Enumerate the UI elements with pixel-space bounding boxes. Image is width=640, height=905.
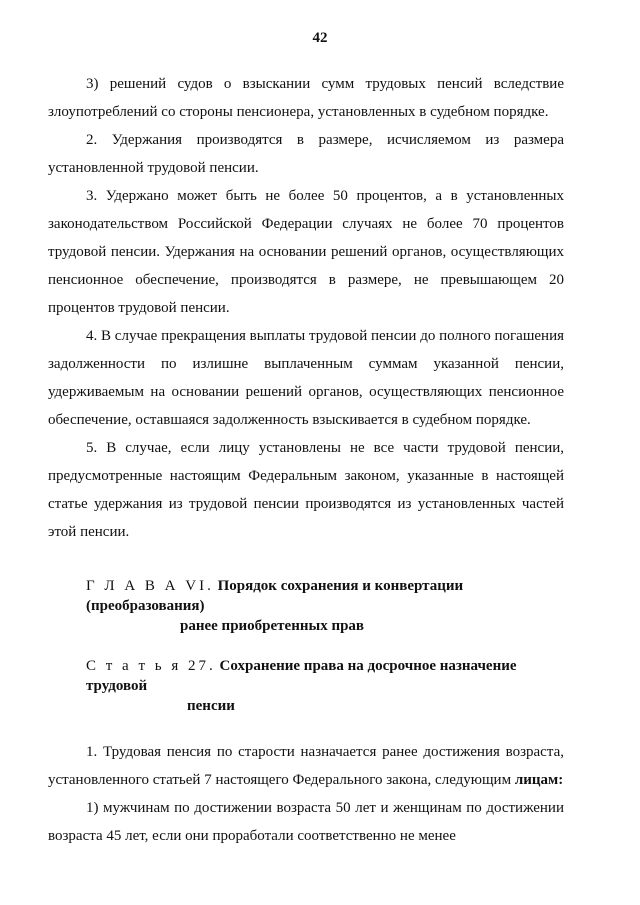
article-title-line1: Сохранение права на досрочное назначение трудовой [86, 658, 517, 694]
chapter-title-line2: ранее приобретенных прав [180, 618, 365, 634]
article-title-line2: пенсии [187, 698, 235, 714]
paragraph-men-women-age: 1) мужчинам по достижении возраста 50 лет и женщинам по достижении возраста 45 лет, если они проработали соответственно не менее [48, 800, 564, 844]
paragraph-item-3: 3) решений судов о взыскании сумм трудовых пенсий вследствие злоупотреблений со стороны пенсионера, установленных в судебном порядке. [48, 76, 564, 120]
paragraph-deductions-size: 2. Удержания производятся в размере, исчисляемом из размера установленной трудовой пенсии. [48, 132, 564, 176]
paragraph-early-pension-text: 1. Трудовая пенсия по старости назначается ранее достижения возраста, установленного статьей 7 настоящего Федерального закона, следующим [48, 744, 564, 788]
chapter-title-line1: Порядок сохранения и конвертации (преобразования) [86, 578, 464, 614]
paragraph-early-pension [48, 738, 564, 794]
article-label: С т а т ь я 27. [86, 658, 216, 674]
article-heading [48, 656, 564, 716]
paragraph-partial-pension: 5. В случае, если лицу установлены не все части трудовой пенсии, предусмотренные настоящим Федеральным законом, указанные в настоящей статье удержания из трудовой пенсии производятся из установленных частей этой пенсии. [48, 440, 564, 540]
document-body [48, 70, 564, 850]
chapter-heading [48, 576, 564, 636]
paragraph-early-pension-tail: лицам: [514, 772, 564, 788]
chapter-label: Г Л А В А VI. [86, 578, 214, 594]
paragraph-termination: 4. В случае прекращения выплаты трудовой пенсии до полного погашения задолженности по излишне выплаченным суммам указанной пенсии, удерживаемым на основании решений органов, осуществляющих пенсионное обеспечение, оставшаяся задолженность взыскивается в судебном порядке. [48, 328, 564, 428]
page-number: 42 [312, 30, 328, 46]
paragraph-deductions-limit: 3. Удержано может быть не более 50 процентов, а в установленных законодательством Российской Федерации случаях не более 70 процентов трудовой пенсии. Удержания на основании решений органов, осуществляющих пенсионное обеспечение, производятся в размере, не превышающем 20 процентов трудовой пенсии. [48, 188, 564, 316]
